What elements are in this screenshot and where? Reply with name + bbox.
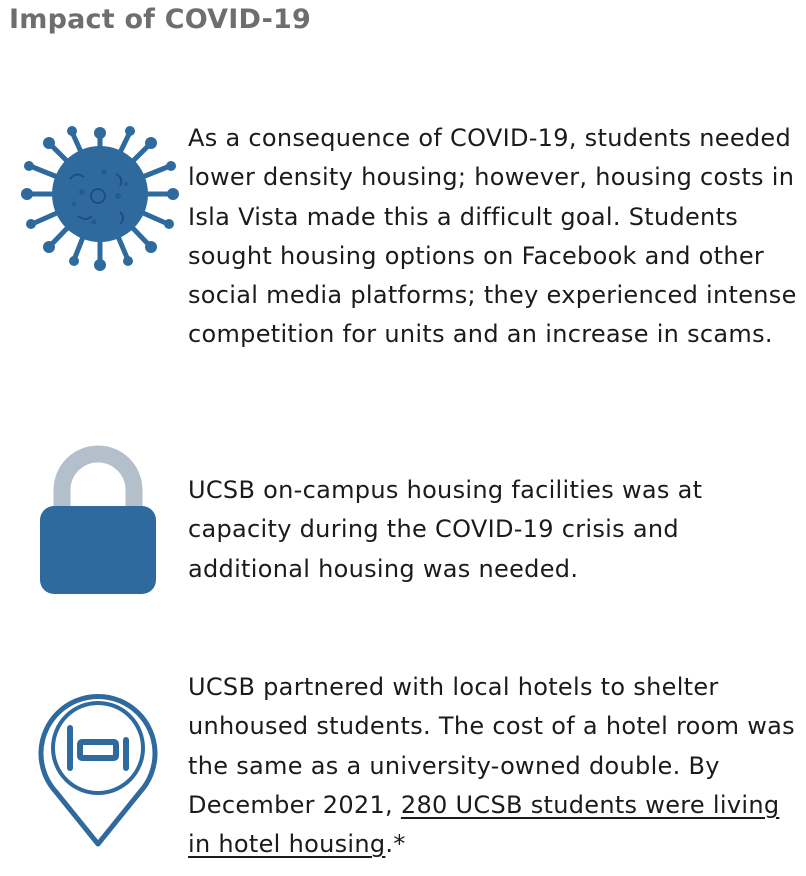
lock-icon (36, 444, 160, 596)
hotel-housing-link[interactable]: 280 UCSB students were living in hotel housing (188, 790, 780, 859)
virus-icon (20, 124, 180, 274)
page-title: Impact of COVID-19 (9, 4, 312, 35)
covid-housing-paragraph: As a consequence of COVID-19, students needed lower density housing; however, housing costs in Isla Vista made this a difficult goal. Students sought housing options on Facebook and other social media platforms; they experienced intense competition for units and an increase in scams. (188, 124, 797, 349)
footnote-marker: .* (385, 830, 406, 859)
hotel-partnership-paragraph (188, 668, 800, 864)
hotel-paragraph-text: UCSB partnered with local hotels to shelter unhoused students. The cost of a hotel room was the same as a university-owned double. By December 2021, (188, 673, 795, 819)
on-campus-capacity-paragraph: UCSB on-campus housing facilities was at capacity during the COVID-19 crisis and additional housing was needed. (188, 476, 703, 583)
hotel-location-pin-icon (38, 688, 158, 850)
